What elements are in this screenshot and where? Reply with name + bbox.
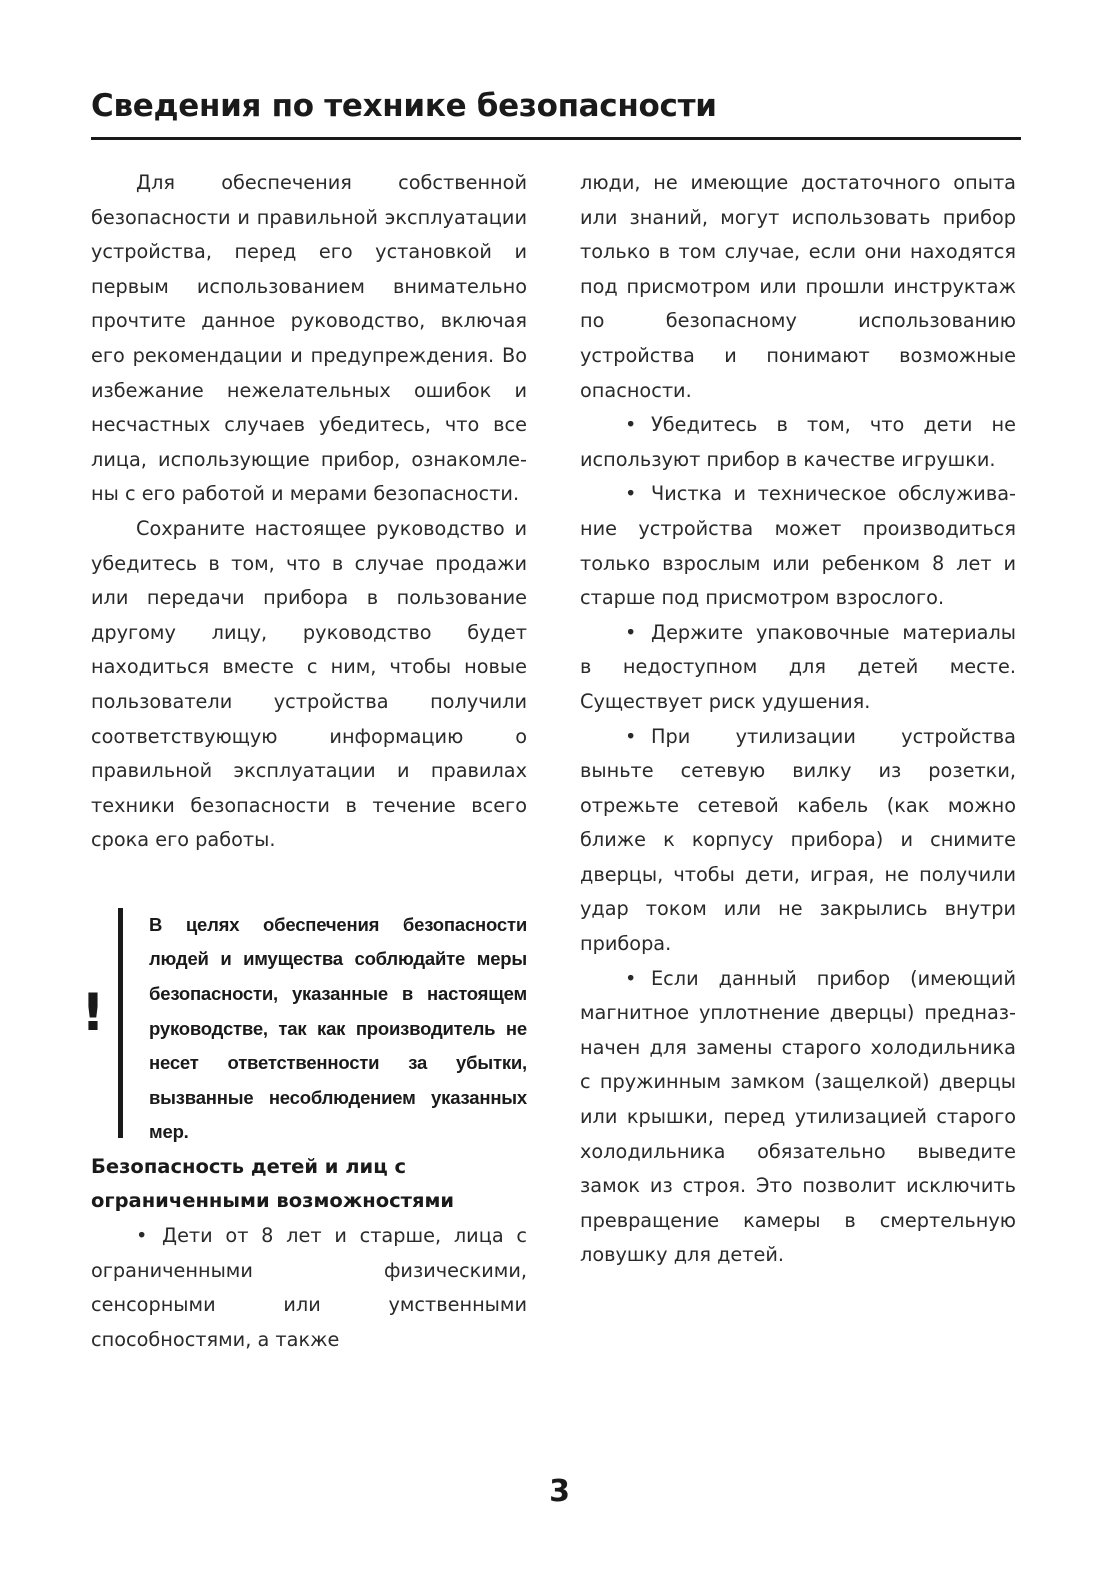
warning-text: В целях обеспечения безопасности людей и имущества соблюдайте меры безопасности, указанные в настоящем руководстве, так как производитель не несет ответственности за убытки, вызванные несоблюдением указанных мер. [149, 913, 527, 1143]
section-heading: Безопасность детей и лиц с ограниченными возможностями [91, 1154, 455, 1213]
list-item-text: Если данный прибор (имеющий магнитное уплотнение дверцы) предназначен для замены старого холодильника с пружинным замком (защелкой) дверцы или крышки, перед утилизацией старого холодильника обязательно выведите замок из строя. Это позволит исключить превращение камеры в смертельную ловушку для детей. [580, 966, 1016, 1267]
bullet-icon: • [625, 620, 637, 644]
bullet-icon: • [136, 1224, 148, 1248]
list-item-text: Убедитесь в том, что дети не используют прибор в качестве игрушки. [580, 413, 1016, 471]
continuation-paragraph: люди, не имеющие достаточного опыта или знаний, могут использовать прибор только в том случае, если они находятся под присмотром или прошли инструктаж по безопасному использованию устройства и понимают возможные опасности. [580, 171, 1016, 402]
bullet-icon: • [625, 724, 637, 748]
bullet-icon: • [625, 482, 637, 506]
manual-keep-paragraph: Сохраните настоящее руководство и убедитесь в том, что в случае продажи или передачи прибора в пользование другому лицу, руководство будет находиться вместе с ним, чтобы новые пользователи устройства получили соответствующую информацию о правильной эксплуатации и правилах техники безопасности в течение всего срока его работы. [91, 516, 527, 852]
warning-callout [81, 908, 527, 1143]
list-item [580, 408, 1016, 477]
page-number: 3 [549, 1474, 570, 1509]
list-item-text: Держите упаковочные материалы в недоступном для детей месте. Существует риск удушения. [580, 620, 1016, 713]
title-divider [91, 137, 1021, 140]
list-item [580, 720, 1016, 962]
list-item [91, 1219, 527, 1357]
bullet-icon: • [625, 966, 637, 990]
list-item [580, 962, 1016, 1273]
left-column [81, 166, 527, 1357]
page-title: Сведения по технике безопасности [91, 88, 717, 124]
list-item-text: Чистка и техническое обслуживание устройства может производиться только взрослым или ребенком 8 лет и старше под присмотром взрослого. [580, 482, 1016, 610]
warning-bar [118, 908, 123, 1138]
list-item-text: При утилизации устройства выньте сетевую вилку из розетки, отрежьте сетевой кабель (как можно ближе к корпусу прибора) и снимите дверцы, чтобы дети, играя, не получили удар током или не закрылись внутри прибора. [580, 724, 1016, 956]
list-item [580, 477, 1016, 615]
intro-paragraph: Для обеспечения собственной безопасности и правильной эксплуатации устройства, перед его установкой и первым использованием внимательно прочтите данное руководство, включая его рекомендации и предупреждения. Во избежание нежелательных ошибок и несчастных случаев убедитесь, что все лица, использующие прибор, ознакомлены с его работой и мерами безопасности. [91, 171, 527, 506]
exclamation-icon: ! [81, 982, 105, 1043]
list-item [580, 616, 1016, 720]
right-column [580, 166, 1016, 1273]
list-item-text: Дети от 8 лет и старше, лица с ограниченными физическими, сенсорными или умственными способностями, а также [91, 1224, 527, 1351]
bullet-icon: • [625, 413, 637, 437]
